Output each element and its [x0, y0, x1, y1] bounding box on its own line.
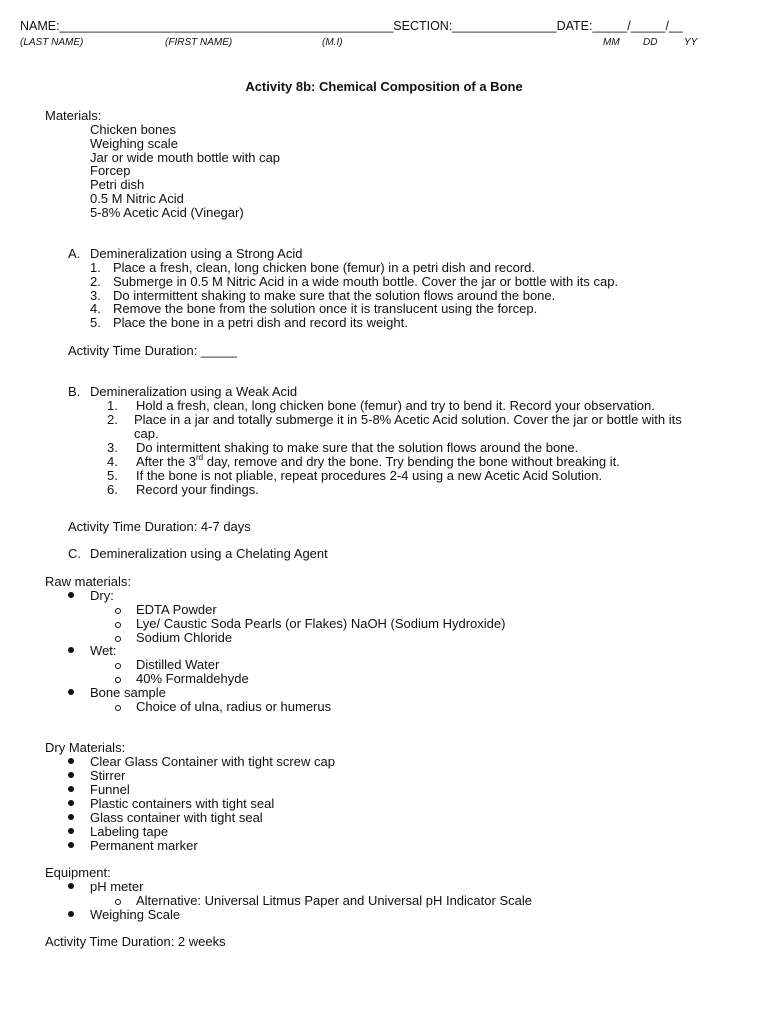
step-text: Place the bone in a petri dish and record its weight.: [113, 315, 408, 330]
dry-item: Stirrer: [90, 768, 126, 783]
step-text: Remove the bone from the solution once it is translucent using the forcep.: [113, 301, 538, 316]
bullet-icon: [68, 589, 76, 597]
section-c-heading: Demineralization using a Chelating Agent: [90, 546, 328, 561]
materials-heading: Materials:: [45, 108, 102, 123]
section-a-heading: Demineralization using a Strong Acid: [90, 246, 303, 261]
raw-item: 40% Formaldehyde: [136, 671, 249, 686]
equipment-heading: Equipment:: [45, 865, 111, 880]
dry-item: Labeling tape: [90, 824, 169, 839]
step-text-continued: cap.: [134, 426, 159, 441]
bullet-icon: [68, 880, 76, 888]
raw-item: Lye/ Caustic Soda Pearls (or Flakes) NaOH (Sodium Hydroxide): [136, 616, 506, 631]
section-a-marker: A.: [68, 246, 81, 261]
step-number: 4.: [90, 301, 101, 316]
step-text: If the bone is not pliable, repeat procedures 2-4 using a new Acetic Acid Solution.: [136, 468, 603, 483]
section-b-heading: Demineralization using a Weak Acid: [90, 384, 298, 399]
bullet-icon: [68, 783, 76, 791]
step-text: Record your findings.: [136, 482, 259, 497]
step-number: 2.: [90, 274, 101, 289]
step-number: 6.: [107, 482, 118, 497]
step-number: 2.: [107, 412, 118, 427]
materials-item: 0.5 M Nitric Acid: [90, 191, 184, 206]
materials-item: 5-8% Acetic Acid (Vinegar): [90, 205, 244, 220]
bullet-icon: [68, 755, 76, 763]
step-number: 5.: [90, 315, 101, 330]
step-text: Hold a fresh, clean, long chicken bone (femur) and try to bend it. Record your observation.: [136, 398, 655, 413]
section-c-marker: C.: [68, 546, 81, 561]
dry-item: Funnel: [90, 782, 130, 797]
equipment-alternative: Alternative: Universal Litmus Paper and Universal pH Indicator Scale: [136, 893, 532, 908]
section-b-duration: Activity Time Duration: 4-7 days: [68, 519, 251, 534]
bullet-icon: [68, 644, 76, 652]
equipment-item: Weighing Scale: [90, 907, 181, 922]
ordinal-suffix: rd: [195, 453, 204, 462]
step-text: Submerge in 0.5 M Nitric Acid in a wide mouth bottle. Cover the jar or bottle with its cap.: [113, 274, 619, 289]
raw-item: Sodium Chloride: [136, 630, 233, 645]
raw-group-label: Dry:: [90, 588, 114, 603]
bullet-icon: [68, 769, 76, 777]
step-text: Do intermittent shaking to make sure that the solution flows around the bone.: [136, 440, 579, 455]
raw-group-label: Wet:: [90, 643, 117, 658]
bullet-icon: [68, 825, 76, 833]
materials-item: Jar or wide mouth bottle with cap: [90, 150, 281, 165]
step-number: 3.: [90, 288, 101, 303]
dry-item: Glass container with tight seal: [90, 810, 263, 825]
dry-item: Clear Glass Container with tight screw cap: [90, 754, 335, 769]
step-text-pre: After the 3: [136, 454, 196, 469]
raw-item: Choice of ulna, radius or humerus: [136, 699, 332, 714]
raw-item: Distilled Water: [136, 657, 220, 672]
section-a-duration[interactable]: Activity Time Duration: _____: [68, 343, 238, 358]
year-label: YY: [684, 37, 698, 48]
materials-item: Forcep: [90, 163, 131, 178]
materials-item: Chicken bones: [90, 122, 176, 137]
middle-initial-label: (M.I): [322, 37, 343, 48]
step-text: Do intermittent shaking to make sure that the solution flows around the bone.: [113, 288, 556, 303]
step-text-post: day, remove and dry the bone. Try bending the bone without breaking it.: [203, 454, 620, 469]
dry-materials-heading: Dry Materials:: [45, 740, 126, 755]
dry-item: Plastic containers with tight seal: [90, 796, 275, 811]
page-title: Activity 8b: Chemical Composition of a Bone: [245, 79, 523, 94]
day-label: DD: [643, 37, 658, 48]
bullet-icon: [68, 839, 76, 847]
equipment-item: pH meter: [90, 879, 144, 894]
step-number: 1.: [107, 398, 118, 413]
step-text: Place a fresh, clean, long chicken bone (femur) in a petri dish and record.: [113, 260, 536, 275]
header-fill-line[interactable]: NAME:________________________________________________SECTION:_______________DATE:_____/_____/__: [20, 19, 683, 33]
raw-group-label: Bone sample: [90, 685, 166, 700]
bullet-icon: [68, 797, 76, 805]
step-number: 5.: [107, 468, 118, 483]
step-text: [136, 455, 620, 469]
materials-item: Petri dish: [90, 177, 145, 192]
first-name-label: (FIRST NAME): [165, 37, 233, 48]
step-number: 4.: [107, 454, 118, 469]
bullet-icon: [68, 811, 76, 819]
final-duration: Activity Time Duration: 2 weeks: [45, 934, 226, 949]
raw-materials-heading: Raw materials:: [45, 574, 131, 589]
last-name-label: (LAST NAME): [20, 37, 84, 48]
dry-item: Permanent marker: [90, 838, 198, 853]
bullet-icon: [68, 686, 76, 694]
raw-item: EDTA Powder: [136, 602, 217, 617]
bullet-icon: [68, 908, 76, 916]
step-text: Place in a jar and totally submerge it in 5-8% Acetic Acid solution. Cover the jar or bottle with its: [134, 412, 682, 427]
step-number: 1.: [90, 260, 101, 275]
materials-item: Weighing scale: [90, 136, 178, 151]
step-number: 3.: [107, 440, 118, 455]
section-b-marker: B.: [68, 384, 81, 399]
month-label: MM: [603, 37, 620, 48]
